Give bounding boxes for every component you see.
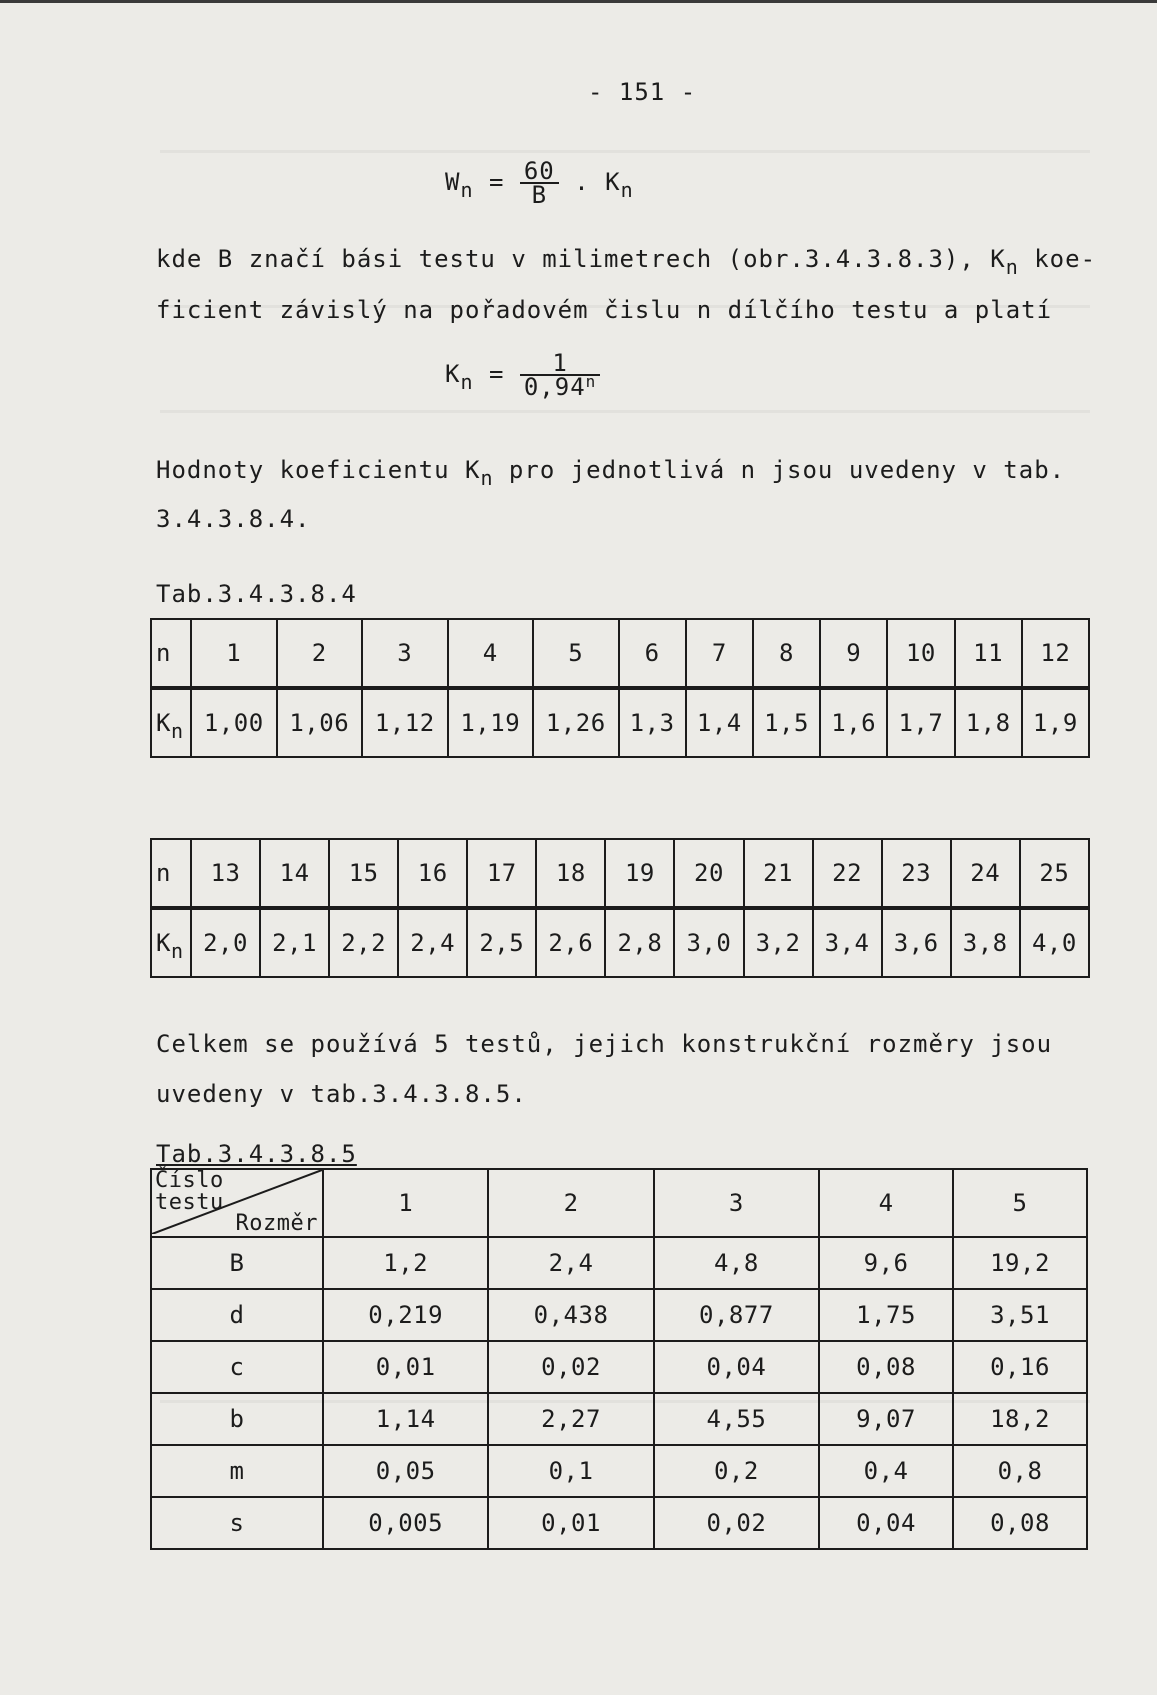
para1-line1-sub: n [1005, 255, 1019, 279]
table-cell: 1,7 [887, 688, 954, 757]
para1-line1-b: koe- [1018, 245, 1097, 273]
formula-kn-den-base: 0,94 [523, 373, 586, 401]
corner-test-number-label [155, 1170, 224, 1214]
table-row [151, 1445, 1087, 1497]
table-cell: 0,08 [953, 1497, 1087, 1549]
corner-label-line1: Číslo [155, 1168, 224, 1193]
table-cell: 14 [260, 839, 329, 908]
para1-line1 [156, 245, 1097, 279]
table-cell: 2,4 [398, 908, 467, 977]
top-edge-line [0, 0, 1157, 3]
formula-kn-lhs: K [445, 360, 461, 388]
table-cell: 2,0 [191, 908, 260, 977]
table-cell: 3,8 [951, 908, 1020, 977]
table-cell: 11 [955, 619, 1022, 688]
table-cell: 0,02 [488, 1341, 653, 1393]
table-cell: 0,02 [654, 1497, 819, 1549]
table-cell: 0,05 [323, 1445, 488, 1497]
para2-line1-a: Hodnoty koeficientu K [156, 456, 481, 484]
table-cell: 0,1 [488, 1445, 653, 1497]
test-dimensions-header-row [151, 1169, 1087, 1237]
formula-kn-fraction [520, 349, 600, 401]
formula-wn-denominator: B [531, 181, 548, 209]
table-cell: 2 [277, 619, 363, 688]
table-cell: 3,51 [953, 1289, 1087, 1341]
row-label: c [151, 1341, 323, 1393]
formula-kn-denominator [520, 372, 600, 401]
table-cell: 0,04 [654, 1341, 819, 1393]
kn-table-part2-n-row [151, 839, 1089, 908]
page-number: - 151 - [588, 78, 697, 106]
formula-wn-fraction [520, 157, 559, 209]
table-cell: 1,8 [955, 688, 1022, 757]
table-cell: 0,4 [819, 1445, 953, 1497]
table-cell: 0,438 [488, 1289, 653, 1341]
row-label: s [151, 1497, 323, 1549]
table-cell: 18,2 [953, 1393, 1087, 1445]
para2-line1-sub: n [480, 466, 494, 490]
table-cell: 1,6 [820, 688, 887, 757]
kn-table-part2-k-row [151, 908, 1089, 977]
table-cell: 0,005 [323, 1497, 488, 1549]
para1-line1-a: kde B značí bási testu v milimetrech (obr.3.4.3.8.3), K [156, 245, 1006, 273]
kn-k-sub: n [170, 939, 184, 963]
table-cell: 21 [744, 839, 813, 908]
table-cell: 4 [448, 619, 534, 688]
table-cell: 2,8 [605, 908, 674, 977]
table-cell: 2,6 [536, 908, 605, 977]
table-cell: 0,2 [654, 1445, 819, 1497]
table-cell: 1,00 [191, 688, 277, 757]
kn-table-k-label [151, 908, 191, 977]
para3-line1: Celkem se používá 5 testů, jejich konstrukční rozměry jsou [156, 1030, 1053, 1058]
table-cell: 0,08 [819, 1341, 953, 1393]
para1-line2: ficient závislý na pořadovém čislu n dílčího testu a platí [156, 296, 1053, 324]
table-cell: 2,1 [260, 908, 329, 977]
table-cell: 18 [536, 839, 605, 908]
column-header: 2 [488, 1169, 653, 1237]
bleed-through-line [160, 150, 1090, 153]
table-row [151, 1237, 1087, 1289]
row-label: b [151, 1393, 323, 1445]
table-cell: 3,2 [744, 908, 813, 977]
formula-kn-eq: = [488, 360, 505, 388]
table-cell: 1,12 [362, 688, 448, 757]
table-cell: 9,07 [819, 1393, 953, 1445]
table-cell: 4,0 [1020, 908, 1089, 977]
kn-table-part1 [150, 618, 1090, 758]
table-cell: 1,9 [1022, 688, 1089, 757]
table-cell: 22 [813, 839, 882, 908]
table-cell: 12 [1022, 619, 1089, 688]
table-cell: 13 [191, 839, 260, 908]
corner-label-line2: testu [155, 1190, 224, 1215]
table-cell: 1,4 [686, 688, 753, 757]
table-cell: 24 [951, 839, 1020, 908]
table-cell: 0,16 [953, 1341, 1087, 1393]
table-corner-cell [151, 1169, 323, 1237]
table-cell: 4,8 [654, 1237, 819, 1289]
table-cell: 10 [887, 619, 954, 688]
row-label: B [151, 1237, 323, 1289]
table-cell: 23 [882, 839, 951, 908]
kn-table-part2 [150, 838, 1090, 978]
table-cell: 3 [362, 619, 448, 688]
table-cell: 0,01 [323, 1341, 488, 1393]
test-dimensions-table [150, 1168, 1088, 1550]
table-cell: 1,5 [753, 688, 820, 757]
table2-label: Tab.3.4.3.8.5 [156, 1140, 357, 1168]
table-cell: 17 [467, 839, 536, 908]
table-cell: 0,8 [953, 1445, 1087, 1497]
table-row [151, 1289, 1087, 1341]
table-cell: 8 [753, 619, 820, 688]
formula-wn-eq: = [488, 168, 505, 196]
table-row [151, 1497, 1087, 1549]
kn-table-k-label [151, 688, 191, 757]
table-cell: 0,877 [654, 1289, 819, 1341]
table-cell: 2,5 [467, 908, 536, 977]
formula-wn-lhs-sub: n [460, 178, 474, 202]
formula-wn-k-sub: n [620, 178, 634, 202]
table-row [151, 1393, 1087, 1445]
table-cell: 0,04 [819, 1497, 953, 1549]
table-cell: 5 [533, 619, 619, 688]
table-cell: 6 [619, 619, 686, 688]
para3-line2: uvedeny v tab.3.4.3.8.5. [156, 1080, 527, 1108]
row-label: d [151, 1289, 323, 1341]
table-cell: 20 [674, 839, 743, 908]
table-cell: 9,6 [819, 1237, 953, 1289]
table-cell: 2,2 [329, 908, 398, 977]
para2-line1-b: pro jednotlivá n jsou uvedeny v tab. [493, 456, 1066, 484]
table-cell: 19 [605, 839, 674, 908]
corner-dimension-label: Rozměr [235, 1211, 318, 1236]
table-cell: 0,01 [488, 1497, 653, 1549]
kn-table-n-label: n [151, 619, 191, 688]
table-cell: 3,4 [813, 908, 882, 977]
table-cell: 9 [820, 619, 887, 688]
table-cell: 25 [1020, 839, 1089, 908]
kn-table-n-label: n [151, 839, 191, 908]
table-cell: 3,0 [674, 908, 743, 977]
table-cell: 1,19 [448, 688, 534, 757]
formula-kn-den-sup: n [585, 372, 597, 391]
table-cell: 1,75 [819, 1289, 953, 1341]
table-row [151, 1341, 1087, 1393]
bleed-through-line [160, 410, 1090, 413]
table-cell: 7 [686, 619, 753, 688]
formula-wn [445, 157, 634, 209]
column-header: 1 [323, 1169, 488, 1237]
formula-wn-numerator: 60 [520, 160, 559, 184]
kn-k-sub: n [170, 719, 184, 743]
para2-line1 [156, 456, 1066, 490]
table-cell: 3,6 [882, 908, 951, 977]
kn-table-part1-k-row [151, 688, 1089, 757]
table-cell: 16 [398, 839, 467, 908]
column-header: 5 [953, 1169, 1087, 1237]
formula-kn-numerator: 1 [520, 352, 600, 376]
column-header: 4 [819, 1169, 953, 1237]
table-cell: 4,55 [654, 1393, 819, 1445]
kn-k-letter: K [156, 709, 171, 737]
table-cell: 2,27 [488, 1393, 653, 1445]
kn-k-letter: K [156, 929, 171, 957]
formula-kn-lhs-sub: n [460, 370, 474, 394]
table-cell: 0,219 [323, 1289, 488, 1341]
table-cell: 1,06 [277, 688, 363, 757]
table-cell: 1 [191, 619, 277, 688]
para2-line2: 3.4.3.8.4. [156, 505, 311, 533]
kn-table-part1-n-row [151, 619, 1089, 688]
formula-wn-lhs: W [445, 168, 461, 196]
row-label: m [151, 1445, 323, 1497]
table1-label: Tab.3.4.3.8.4 [156, 580, 357, 608]
formula-wn-op: . K [574, 168, 621, 196]
table-cell: 1,3 [619, 688, 686, 757]
formula-kn [445, 349, 600, 401]
table-cell: 15 [329, 839, 398, 908]
column-header: 3 [654, 1169, 819, 1237]
table-cell: 19,2 [953, 1237, 1087, 1289]
table-cell: 1,2 [323, 1237, 488, 1289]
table-cell: 1,26 [533, 688, 619, 757]
table-cell: 1,14 [323, 1393, 488, 1445]
table-cell: 2,4 [488, 1237, 653, 1289]
